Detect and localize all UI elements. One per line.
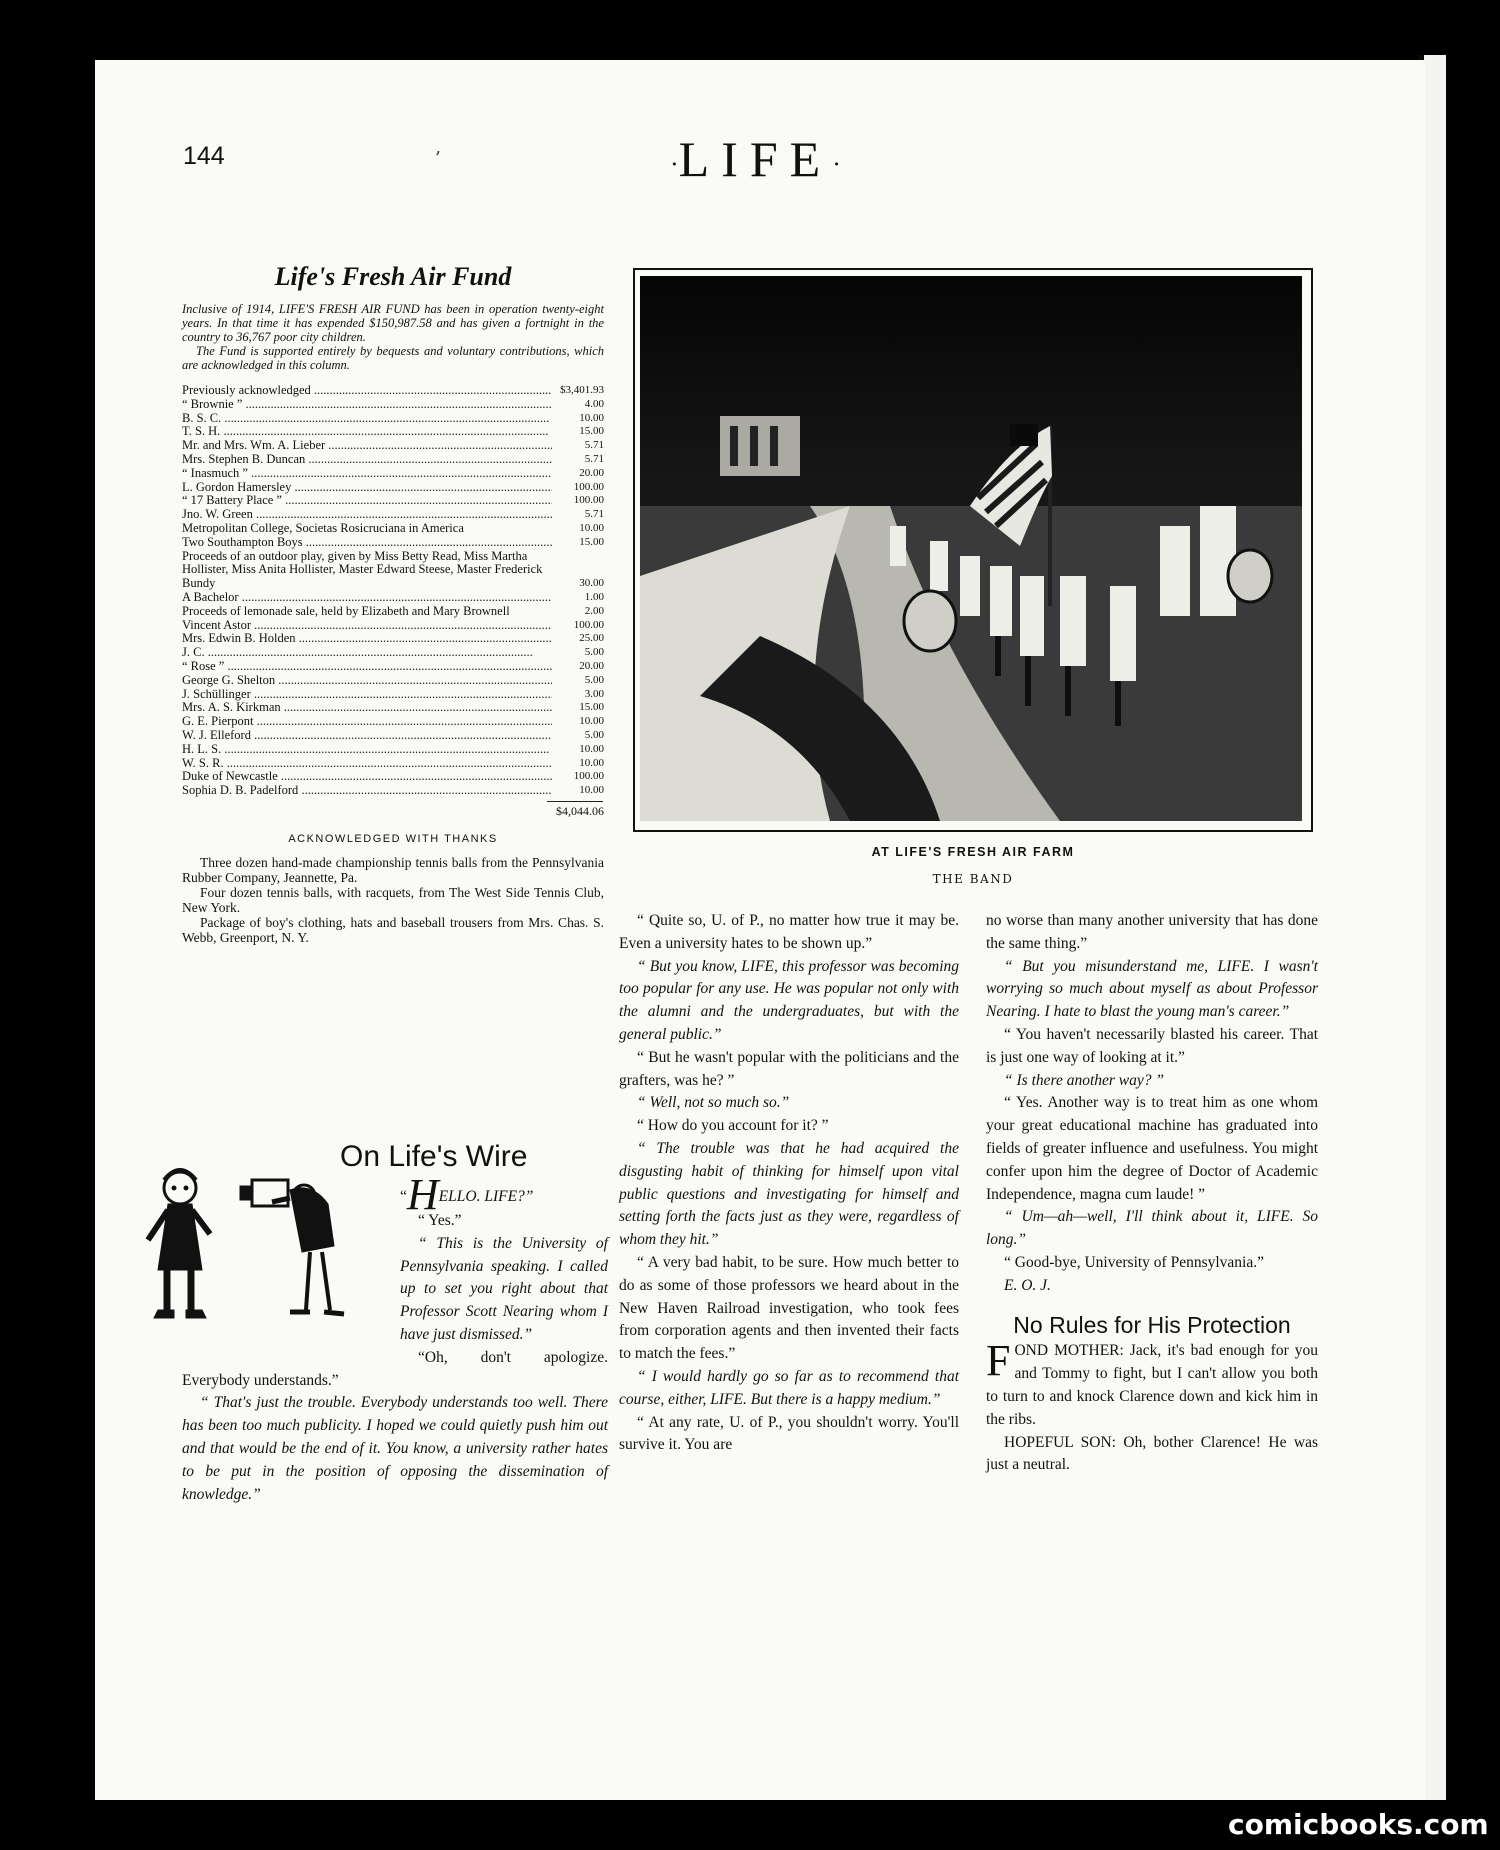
contribution-amount: 20.00 bbox=[579, 466, 604, 479]
rules-text: OND MOTHER: Jack, it's bad enough for you and Tommy to fight, but I can't allow you both to turn to and knock Clarence down and kick him in the ribs. bbox=[986, 1342, 1318, 1428]
contributor-name: G. E. Pierpont ..... bbox=[182, 715, 552, 729]
next-page-edge bbox=[1424, 55, 1446, 1800]
right-column bbox=[986, 910, 1318, 1477]
drum-right bbox=[1228, 550, 1272, 602]
ledger-row bbox=[182, 743, 604, 757]
contributor-name: Two Southampton Boys ..... bbox=[182, 536, 552, 550]
wire-hello: ELLO. LIFE?” bbox=[438, 1188, 534, 1205]
contribution-amount: 10.00 bbox=[579, 742, 604, 755]
contributor-name: J. C. ..... bbox=[182, 646, 552, 660]
ledger-row bbox=[182, 412, 604, 426]
rules-title: No Rules for His Protection bbox=[1013, 1311, 1291, 1338]
ledger-row bbox=[182, 481, 604, 495]
print-mark: ’ bbox=[435, 148, 441, 169]
ack-item: Three dozen hand-made championship tennis balls from the Pennsylvania Rubber Company, Jeannette, Pa. bbox=[182, 854, 604, 885]
rules-para-2 bbox=[986, 1432, 1318, 1478]
contributor-name: H. L. S. ..... bbox=[182, 743, 552, 757]
contributor-name: “ Rose ” ..... bbox=[182, 660, 552, 674]
contributor-name: Proceeds of lemonade sale, held by Elizabeth and Mary Brownell bbox=[182, 604, 510, 618]
contributor-name: Mr. and Mrs. Wm. A. Lieber ..... bbox=[182, 439, 552, 453]
ledger-row bbox=[182, 398, 604, 412]
contributor-name: T. S. H. ..... bbox=[182, 425, 552, 439]
contributor-name: W. S. R. ..... bbox=[182, 757, 552, 771]
contribution-amount: 4.00 bbox=[584, 397, 604, 410]
contributor-name: Previously acknowledged ..... bbox=[182, 384, 552, 398]
drop-cap-h: H bbox=[406, 1170, 439, 1219]
band-photograph bbox=[640, 276, 1302, 821]
contributor-name: Mrs. Stephen B. Duncan ..... bbox=[182, 453, 552, 467]
ledger-row bbox=[182, 494, 604, 508]
wire-para: “ Yes.” bbox=[418, 1212, 462, 1229]
ledger-row bbox=[182, 784, 604, 798]
contribution-amount: 10.00 bbox=[579, 784, 604, 797]
masthead: ·LIFE· bbox=[670, 131, 841, 187]
contribution-amount: 100.00 bbox=[573, 480, 604, 493]
fund-title: Life's Fresh Air Fund bbox=[274, 262, 512, 291]
ledger-row bbox=[182, 674, 604, 688]
contribution-amount: 20.00 bbox=[579, 659, 604, 672]
wire-para: “ That's just the trouble. Everybody understands too well. There has been too much publicity. I hoped we could quietly push him out and that would be the end of it. You know, a university rather hates to be put in the position of opposing the dissemination of knowledge.” bbox=[182, 1394, 608, 1503]
author-signature bbox=[986, 1275, 1318, 1298]
ledger-row bbox=[182, 619, 604, 633]
page-number: 144 bbox=[183, 142, 225, 170]
dialogue-para: “ How do you account for it? ” bbox=[637, 1117, 829, 1135]
ledger-row bbox=[182, 591, 604, 605]
ledger-row bbox=[182, 729, 604, 743]
dialogue-continued bbox=[986, 910, 1318, 1275]
contribution-amount: 5.00 bbox=[584, 646, 604, 659]
contribution-amount: 100.00 bbox=[573, 618, 604, 631]
ledger-row bbox=[182, 688, 604, 702]
contributor-name: Duke of Newcastle ..... bbox=[182, 770, 552, 784]
contributor-name: Jno. W. Green ..... bbox=[182, 508, 552, 522]
contribution-amount: 10.00 bbox=[579, 756, 604, 769]
contribution-amount: 2.00 bbox=[584, 604, 604, 617]
contributor-name: Mrs. Edwin B. Holden ..... bbox=[182, 632, 552, 646]
ledger-row bbox=[182, 660, 604, 674]
illustration-space bbox=[182, 1180, 400, 1352]
ledger-row bbox=[182, 467, 604, 481]
ledger-row bbox=[182, 646, 604, 660]
contributor-name: Sophia D. B. Padelford ..... bbox=[182, 784, 552, 798]
contribution-amount: $3,401.93 bbox=[560, 384, 604, 396]
ledger-total: $4,044.06 bbox=[556, 803, 604, 818]
wire-article bbox=[182, 1170, 608, 1506]
contribution-amount: 3.00 bbox=[584, 687, 604, 700]
photo-caption: AT LIFE'S FRESH AIR FARM bbox=[871, 845, 1075, 859]
contribution-amount: 5.71 bbox=[584, 452, 604, 465]
rules-para bbox=[986, 1336, 1318, 1431]
wire-para: “Oh, don't apologize. Everybody understands.” bbox=[182, 1348, 608, 1389]
dialogue-para: “ Well, not so much so.” bbox=[637, 1094, 790, 1112]
dialogue-para: “ Quite so, U. of P., no matter how true it may be. Even a university hates to be shown up.” bbox=[619, 912, 959, 952]
ledger-row bbox=[182, 439, 604, 453]
contributor-name: “ 17 Battery Place ” ..... bbox=[182, 494, 552, 508]
watermark: comicbooks.com bbox=[1228, 1808, 1489, 1841]
masthead-title: LIFE bbox=[678, 131, 833, 187]
contributor-name: W. J. Elleford ..... bbox=[182, 729, 552, 743]
photo-subcaption: THE BAND bbox=[932, 872, 1014, 886]
ledger-row bbox=[182, 522, 604, 536]
contribution-amount: 25.00 bbox=[579, 632, 604, 645]
ack-heading: ACKNOWLEDGED WITH THANKS bbox=[288, 832, 498, 845]
dialogue-para: “ Yes. Another way is to treat him as one whom your great educational machine has graduated into fields of greater influence and usefulness. You might confer upon him the degree of Doctor of Academic Independence, magna cum laude! ” bbox=[986, 1094, 1318, 1203]
contribution-amount: 15.00 bbox=[579, 535, 604, 548]
open-quote: “ bbox=[400, 1188, 407, 1205]
dialogue-para: “ At any rate, U. of P., you shouldn't worry. You'll survive it. You are bbox=[619, 1413, 959, 1454]
signature-text: E. O. J. bbox=[1004, 1276, 1051, 1294]
rules-reply: Oh, bother Clarence! He was just a neutral. bbox=[986, 1433, 1319, 1474]
contributor-name: Mrs. A. S. Kirkman ..... bbox=[182, 701, 552, 715]
dialogue-para: “ But you know, LIFE, this professor was becoming too popular for any use. He was popular not only with the alumni and the undergraduates, but with the general public.” bbox=[619, 957, 959, 1043]
contribution-ledger bbox=[182, 384, 604, 798]
ledger-row bbox=[182, 770, 604, 784]
contributor-name: L. Gordon Hamersley ..... bbox=[182, 481, 552, 495]
contribution-amount: 5.00 bbox=[584, 728, 604, 741]
contributor-name: A Bachelor ..... bbox=[182, 591, 552, 605]
contribution-amount: 100.00 bbox=[573, 770, 604, 783]
fresh-air-fund-column bbox=[182, 262, 604, 945]
contribution-amount: 30.00 bbox=[579, 577, 604, 590]
ledger-row bbox=[182, 453, 604, 467]
ledger-row bbox=[182, 508, 604, 522]
ack-item: Four dozen tennis balls, with racquets, from The West Side Tennis Club, New York. bbox=[182, 884, 604, 915]
contributor-name: George G. Shelton ..... bbox=[182, 674, 552, 688]
speaker-label: HOPEFUL SON: bbox=[1004, 1433, 1116, 1451]
contribution-amount: 1.00 bbox=[584, 590, 604, 603]
ledger-row bbox=[182, 384, 604, 398]
contributor-name: Proceeds of an outdoor play, given by Miss Betty Read, Miss Martha Hollister, Miss Anita Hollister, Master Edward Steese, Master Frederick Bundy bbox=[182, 549, 543, 591]
contribution-amount: 15.00 bbox=[579, 425, 604, 438]
contribution-amount: 5.00 bbox=[584, 673, 604, 686]
drop-cap-f: F bbox=[986, 1336, 1011, 1386]
ledger-row bbox=[182, 632, 604, 646]
contributor-name: Metropolitan College, Societas Rosicruciana in America bbox=[182, 521, 464, 535]
dialogue-para: “ The trouble was that he had acquired the disgusting habit of thinking for himself upon vital public questions and investigating for himself and setting forth the facts just as they were, regardless of whom they hit.” bbox=[619, 1139, 959, 1249]
fund-intro-2: The Fund is supported entirely by bequests and voluntary contributions, which are acknowledged in this column. bbox=[182, 344, 604, 372]
ledger-row bbox=[182, 701, 604, 715]
contributor-name: “ Inasmuch ” ..... bbox=[182, 467, 552, 481]
ledger-row bbox=[182, 605, 604, 619]
wire-title: On Life's Wire bbox=[340, 1140, 528, 1173]
ledger-row bbox=[182, 536, 604, 550]
contributor-name: J. Schüllinger ..... bbox=[182, 688, 552, 702]
contribution-amount: 10.00 bbox=[579, 715, 604, 728]
dialogue-para: “ You haven't necessarily blasted his career. That is just one way of looking at it.” bbox=[986, 1025, 1318, 1066]
ledger-row bbox=[182, 757, 604, 771]
middle-column bbox=[619, 910, 959, 1457]
ledger-row bbox=[182, 425, 604, 439]
drum bbox=[904, 591, 956, 651]
dialogue-para: no worse than many another university that has done the same thing.” bbox=[986, 912, 1318, 952]
contribution-amount: 5.71 bbox=[584, 439, 604, 452]
contributor-name: Vincent Astor ..... bbox=[182, 619, 552, 633]
ack-item: Package of boy's clothing, hats and baseball trousers from Mrs. Chas. S. Webb, Greenport, N. Y. bbox=[182, 914, 604, 945]
ledger-row bbox=[182, 715, 604, 729]
contribution-amount: 100.00 bbox=[573, 494, 604, 507]
dialogue-para: “ But he wasn't popular with the politicians and the grafters, was he? ” bbox=[619, 1048, 959, 1089]
ledger-row bbox=[182, 550, 604, 591]
dialogue-para: “ Is there another way? ” bbox=[1004, 1071, 1165, 1089]
dialogue-para: “ A very bad habit, to be sure. How much better to do as some of those professors we heard about in the New Haven Railroad investigation, who took fees from corporation agents and then invented their facts to match the fees.” bbox=[619, 1253, 959, 1363]
contribution-amount: 15.00 bbox=[579, 701, 604, 714]
wire-para: “ This is the University of Pennsylvania speaking. I called up to set you right about that Professor Scott Nearing whom I have just dismissed.” bbox=[400, 1234, 608, 1343]
contribution-amount: 10.00 bbox=[579, 521, 604, 534]
dialogue-para: “ But you misunderstand me, LIFE. I wasn't worrying so much about myself as about Professor Nearing. I hate to blast the young man's career.” bbox=[986, 957, 1318, 1021]
dialogue-para: “ Um—ah—well, I'll think about it, LIFE. So long.” bbox=[986, 1208, 1318, 1249]
contributor-name: “ Brownie ” ..... bbox=[182, 398, 552, 412]
dialogue-para: “ Good-bye, University of Pennsylvania.” bbox=[1004, 1253, 1264, 1271]
contributor-name: B. S. C. ..... bbox=[182, 412, 552, 426]
dialogue-para: “ I would hardly go so far as to recommend that course, either, LIFE. But there is a happy medium.” bbox=[619, 1367, 959, 1408]
fund-intro: Inclusive of 1914, LIFE'S FRESH AIR FUND has been in operation twenty-eight years. In that time it has expended $150,987.58 and has given a fortnight in the country to 36,767 poor city children. bbox=[182, 302, 604, 344]
contribution-amount: 10.00 bbox=[579, 411, 604, 424]
contribution-amount: 5.71 bbox=[584, 508, 604, 521]
